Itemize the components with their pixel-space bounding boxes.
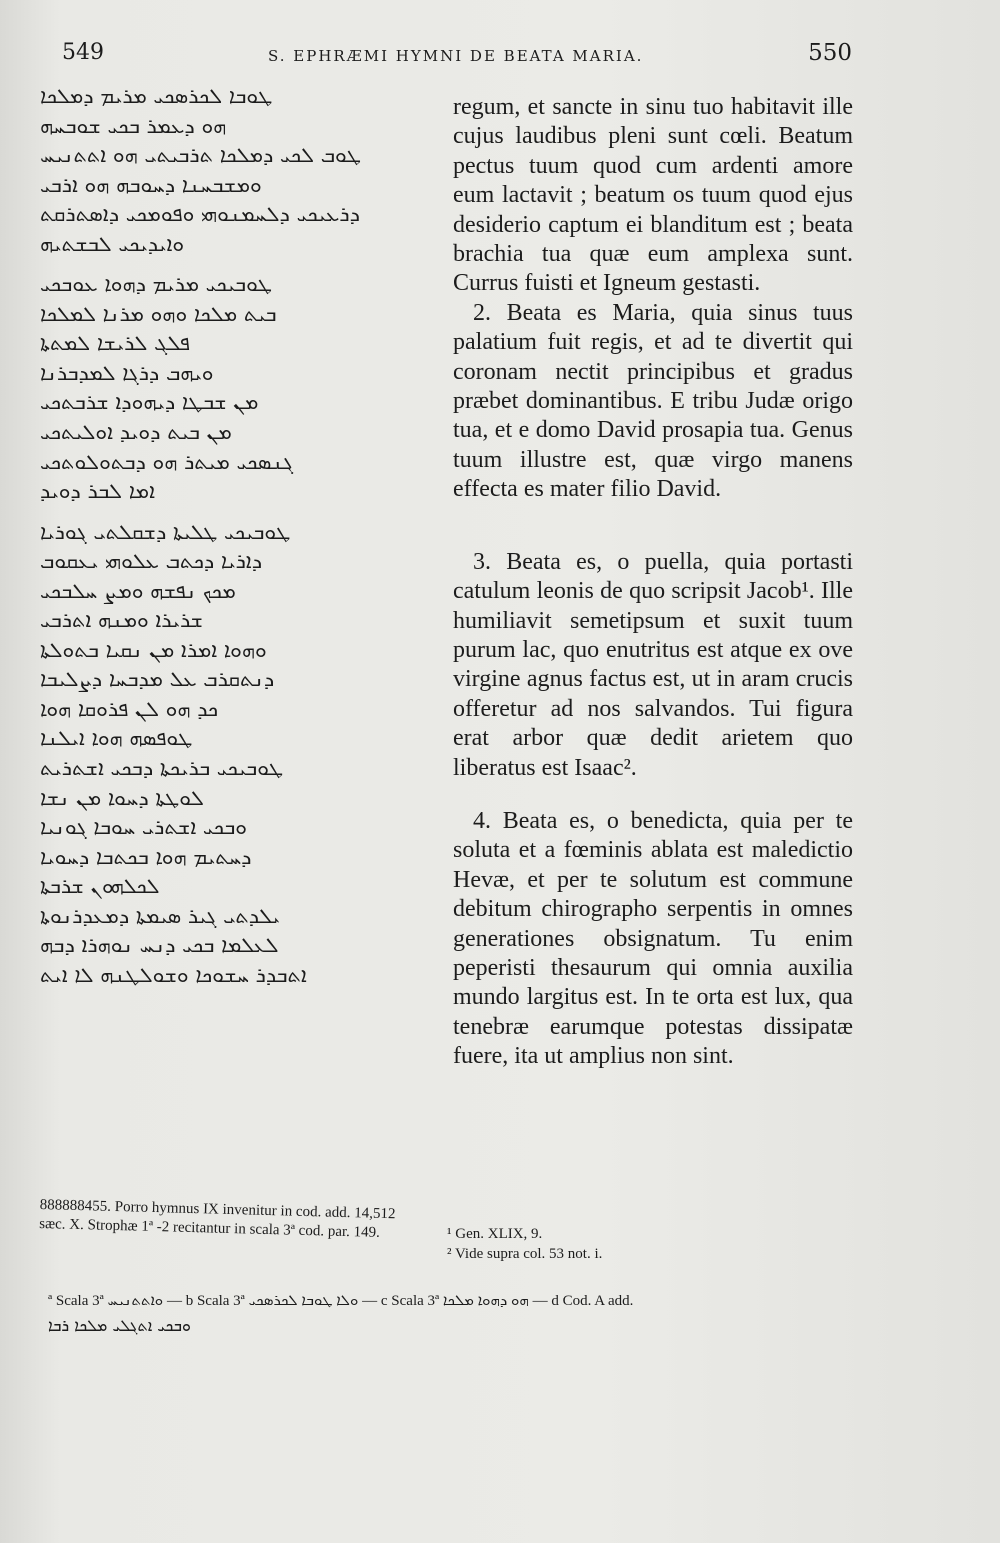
syriac-line: ܝܠܕܬܝ ܓܝܪ ܣܝܡܬܐ ܕܡܥܕܪܢܘܬܐ [40, 903, 280, 928]
syriac-line: ܛܘܒܝܟܝ ܛܠܝܬܐ ܕܫܩܠܬܝ ܓܘܪܝܐ [40, 519, 291, 544]
right-page-number: 550 [808, 40, 852, 66]
variant-readings-line-2: ܘܒܟܝ ܐܬܓܠܝ ܡܠܟܐ ܪܒܐ [48, 1316, 191, 1335]
latin-column [453, 93, 853, 1072]
syriac-line: ܘܡܫܒܚܢܐ ܕܚܘܒܗ ܗܘ ܐܪܒܝ [40, 172, 262, 197]
syriac-line: ܕܢܬܩܪܒ ܥܠ ܡܕܒܚܐ ܕܨܠܝܒܐ [40, 667, 275, 692]
syriac-line: ܕܐܪܝܐ ܕܟܬܒ ܥܠܘܗܝ ܝܥܩܘܒ [40, 549, 263, 574]
latin-paragraph-1: regum, et sancte in sinu tuo habitavit ille cujus laudibus pleni sunt cœli. Beatum pectus tuum quod cum ardenti amore eum lactavit ; beatum os tuum quod ejus desiderio captum ei blanditum est ; beata brachia tua quæ eum amplexa sunt. Currus fuisti et Igneum gestasti. [453, 94, 853, 297]
latin-paragraph-3: 3. Beata es, o puella, quia portasti catulum leonis de quo scripsit Jacob¹. Ille humiliavit semetipsum et suxit tuum purum lac, quo enutritus est atque ex ove virgine agnus factus est, ut in aram crucis offeretur ad nos salvandos. Tui figura erat arbor quæ dedit arietem quo liberatus est Isaac². [453, 548, 853, 781]
variant-readings [48, 1292, 838, 1336]
syriac-line: ܗܘ ܕܥܡܪ ܒܟܝ ܫܘܒܚܗ [40, 113, 227, 138]
syriac-line: ܕܚܬܝܡ ܗܘܐ ܒܟܬܒܐ ܕܚܘܝܐ [40, 844, 252, 869]
syriac-line: ܛܘܒ ܠܟܝ ܕܡܠܟܐ ܬܪܒܝܬܝ ܗܘ ܐܬܬܢܝܚ [40, 143, 361, 168]
footnote-2: ² Vide supra col. 53 not. i. [447, 1246, 603, 1262]
latin-paragraph-2: 2. Beata es Maria, quia sinus tuus palatium fuit regis, et ad te divertit qui coronam nectit principibus et gradus præbet dominantibus. E tribu Judæ origo tua, et e domo David prosapia tua. Genus tuum illustre est, quæ virgo manens effecta es mater filio David. [453, 299, 853, 503]
syriac-line: ܘܒܟܝ ܐܫܬܪܝ ܚܘܒܐ ܓܘܢܝܐ [40, 815, 247, 840]
latin-paragraph-4: 4. Beata es, o benedicta, quia per te soluta et a fœminis ablata est maledictio Hevæ, et per te solutum est commune debitum chirographo serpentis in omnes generationes obsignatum. Tu enim peperisti thesaurum qui omnia auxilia mundo largitus est. In te orta est lux, qua tenebræ earumque potestas dissipatæ fuere, ita ut amplius non sint. [453, 807, 853, 1070]
syriac-line: ܘܐܝܕܝܟܝ ܠܒܫܬܝܗ [40, 231, 185, 256]
left-page-number: 549 [62, 40, 104, 65]
footnote-1: ¹ Gen. XLIX, 9. [447, 1226, 543, 1242]
syriac-line: ܟܕ ܗܘ ܠܢ ܦܪܘܩܐ ܗܘܐ [40, 696, 219, 721]
syriac-line: ܘܝܗܒ ܕܪܓܐ ܠܡܕܒܪܢܐ [40, 360, 214, 385]
syriac-line: ܒܝܬ ܡܠܟܐ ܘܗܘ ܡܪܢܐ ܠܡܠܟܐ [40, 301, 277, 326]
latin-footnotes [447, 1224, 847, 1264]
syriac-line: ܕܪܥܝܟܝ ܕܠܚܡܢܘܗܝ ܘܦܘܡܟܝ ܕܐܣܬܪܩܬ [40, 202, 360, 227]
running-title: S. EPHRÆMI HYMNI DE BEATA MARIA. [268, 47, 644, 65]
footnote-hymn-source: 888888455. Porro hymnus IX invenitur in cod. add. 14,512 sæc. X. Strophæ 1ª -2 recitantur in scala 3ª cod. par. 149. [39, 1196, 396, 1241]
syriac-line: ܡܢ ܒܝܬ ܕܘܝܕ ܐܘܠܝܬܟܝ [40, 420, 232, 445]
syriac-line: ܡܟܟ ܢܦܫܗ ܘܡܨ ܚܠܒܟܝ [40, 578, 236, 603]
syriac-line: ܫܪܝܪܐ ܘܡܢܗ ܐܬܪܒܝ [40, 608, 203, 633]
syriac-line: ܐܬܒܕܪ ܚܫܘܟܐ ܘܫܘܠܛܢܗ ܠܐ ܐܝܬ [40, 962, 307, 987]
syriac-line: ܠܟܠܗܘܢ ܫܪܒܬܐ [40, 874, 160, 899]
syriac-line: ܛܘܒܝܟܝ ܡܪܝܡ ܕܗܘܐ ܥܘܒܟܝ [40, 272, 273, 297]
syriac-line: ܛܘܒܐ ܠܟܪܣܟܝ ܡܪܝܡ ܕܡܠܟܐ [40, 84, 273, 108]
syriac-line: ܠܘܛܬܐ ܕܚܘܐ ܡܢ ܢܫܐ [40, 785, 204, 810]
syriac-line: ܛܘܒܝܟܝ ܒܪܝܟܬܐ ܕܒܟܝ ܐܫܬܪܝܬ [40, 756, 284, 781]
syriac-line: ܡܢ ܫܒܛܐ ܕܝܗܘܕܐ ܫܪܒܬܟܝ [40, 390, 259, 415]
syriac-line: ܠܥܠܡܐ ܒܟܝ ܕܢܚ ܢܘܗܪܐ ܕܒܗ [40, 933, 279, 958]
syriac-line: ܛܘܦܣܗ ܗܘܐ ܐܝܠܢܐ [40, 726, 193, 751]
syriac-line: ܓܢܣܟܝ ܡܝܬܪ ܗܘ ܕܒܬܘܠܘܬܟܝ [40, 449, 294, 474]
syriac-column [40, 82, 418, 990]
syriac-line: ܘܗܘܐ ܐܡܪܐ ܡܢ ܢܩܝܐ ܒܬܘܠܬܐ [40, 637, 267, 662]
syriac-line: ܐܡܐ ܠܒܪ ܕܘܝܕ [40, 479, 155, 504]
syriac-line: ܦܠܓ ܠܪܝܫܐ ܠܡܬܬܐ [40, 331, 190, 356]
variant-readings-line-1: ª Scala 3ª ܘܐܬܬܢܝܚ — b Scala 3ª ܘܠܐ ܛܘܒܐ ܠܟܪܣܟܝ — c Scala 3ª ܗܘ ܕܗܘܐ ܡܠܟܐ — d Cod. A add. [48, 1293, 634, 1309]
